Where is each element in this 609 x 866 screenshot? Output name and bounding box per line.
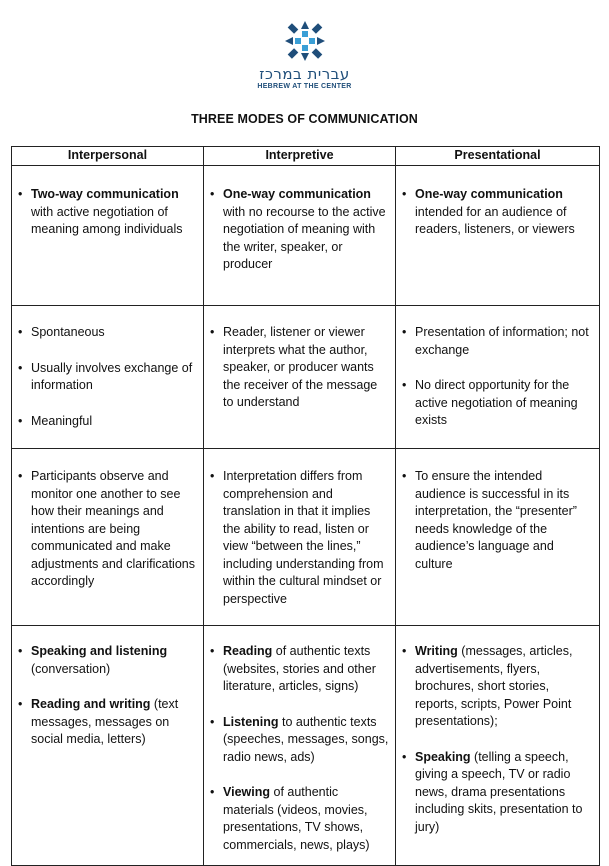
logo [0,18,609,90]
column-header-presentational: Presentational [396,147,600,166]
bullet-list [210,468,389,608]
bullet-text: No direct opportunity for the active negotiation of meaning exists [415,378,578,427]
bullet-text: (conversation) [31,661,111,676]
bullet-list [402,643,593,836]
bullet-bold-text: One-way communication [415,187,563,201]
bullet-bold-text: Two-way communication [31,187,179,201]
list-item [223,714,389,767]
list-item [31,413,197,431]
list-item [415,186,593,239]
bullet-list [18,643,197,749]
bullet-list [402,186,593,239]
list-item [223,643,389,696]
bullet-text: with active negotiation of meaning among individuals [31,204,183,236]
bullet-bold-text: Speaking [415,749,471,764]
list-item [31,643,197,678]
logo-english-text: HEBREW AT THE CENTER [257,83,352,90]
table-cell-interpersonal [12,306,204,449]
list-item [31,696,197,749]
table-row [12,449,600,626]
bullet-text: with no recourse to the active negotiation of meaning with the writer, speaker, or producer [223,204,386,271]
bullet-text: Participants observe and monitor one another to see how their meanings and intentions are being communicated and make adjustments and clarifications accordingly [31,469,195,588]
list-item [223,784,389,854]
bullet-text: of authentic texts (websites, stories and other literature, articles, signs) [223,644,376,693]
table-cell-presentational [396,449,600,626]
list-item [415,377,593,430]
table-cell-interpersonal [12,449,204,626]
bullet-text: (messages, articles, advertisements, flyers, brochures, short stories, reports, scripts, Power Point presentations); [415,644,573,728]
document-title: THREE MODES OF COMMUNICATION [191,112,418,126]
bullet-list [402,324,593,430]
bullet-text: Reader, listener or viewer interprets what the author, speaker, or producer wants the receiver of the message to understand [223,325,378,409]
bullet-text: Presentation of information; not exchange [415,325,589,357]
bullet-text: Meaningful [31,413,93,428]
table-cell-presentational [396,166,600,306]
bullet-list [18,468,197,591]
bullet-bold-text: One-way communication [223,187,371,201]
bullet-bold-text: Writing [415,644,458,658]
list-item [415,324,593,359]
table-cell-interpretive [204,626,396,866]
logo-mark-icon [282,18,328,64]
list-item [31,324,197,342]
bullet-text: of authentic materials (videos, movies, presentations, TV shows, commercials, news, plays) [223,785,370,852]
bullet-bold-text: Reading and writing [31,697,151,711]
bullet-text: Usually involves exchange of information [31,360,193,392]
logo-hebrew-text: עברית במרכז [259,65,350,83]
bullet-list [210,186,389,274]
list-item [223,186,389,274]
list-item [31,186,197,239]
table-cell-interpersonal [12,626,204,866]
bullet-list [402,468,593,573]
table-row [12,166,600,306]
bullet-bold-text: Listening [223,714,279,729]
list-item [223,324,389,412]
bullet-text: Interpretation differs from comprehension and translation in that it implies the ability to read, listen or view “between the lines,” including understanding from within the cultural mindset or perspective [223,469,384,606]
bullet-text: (text messages, messages on social media, letters) [31,697,179,746]
table-cell-presentational [396,626,600,866]
bullet-list [210,643,389,854]
bullet-text: Spontaneous [31,325,105,339]
bullet-text: to authentic texts (speeches, messages, songs, radio news, ads) [223,714,389,764]
modes-table [11,146,600,866]
list-item [415,643,593,731]
column-header-interpersonal: Interpersonal [12,147,204,166]
list-item [31,468,197,591]
table-cell-interpretive [204,166,396,306]
list-item [31,360,197,395]
bullet-text: intended for an audience of readers, listeners, or viewers [415,204,575,236]
table-cell-interpretive [204,306,396,449]
bullet-bold-text: Reading [223,644,273,658]
bullet-list [210,324,389,412]
list-item [223,468,389,608]
table-row [12,626,600,866]
bullet-list [18,186,197,239]
bullet-text: (telling a speech, giving a speech, TV or radio news, drama presentations including skits, presentation to jury) [415,749,583,834]
table-cell-interpersonal [12,166,204,306]
table-cell-interpretive [204,449,396,626]
table-header-row [12,147,600,166]
bullet-bold-text: Speaking and listening [31,644,168,658]
table-row [12,306,600,449]
bullet-list [18,324,197,430]
list-item [415,468,593,573]
bullet-text: To ensure the intended audience is successful in its interpretation, the “presenter” needs knowledge of the audience’s language and culture [415,469,577,571]
bullet-bold-text: Viewing [223,785,271,799]
table-cell-presentational [396,306,600,449]
column-header-interpretive: Interpretive [204,147,396,166]
list-item [415,749,593,837]
